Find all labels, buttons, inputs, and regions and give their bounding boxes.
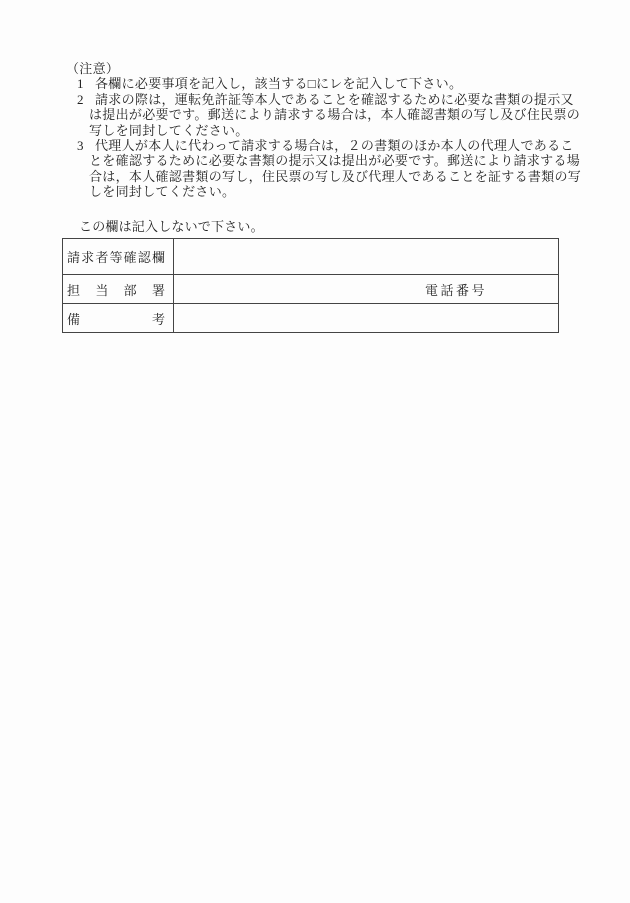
remarks-field bbox=[174, 304, 558, 332]
requester-confirmation-field bbox=[174, 239, 558, 274]
note-item-2-text-line-2: は提出が必要です。郵送により請求する場合は，本人確認書類の写し及び住民票の bbox=[89, 107, 581, 123]
note-item-3-text-line-1: 代理人が本人に代わって請求する場合は，２の書類のほか本人の代理人であるこ bbox=[95, 137, 574, 153]
note-item-3-continuation bbox=[0, 153, 630, 168]
row-label-cell bbox=[63, 304, 174, 332]
notes-heading: （注意） bbox=[66, 61, 120, 76]
note-item-3-text-line-2: とを確認するために必要な書類の提示又は提出が必要です。郵送により請求する場 bbox=[89, 153, 581, 169]
notes-section bbox=[0, 61, 630, 200]
note-item-2 bbox=[0, 92, 630, 107]
note-item-1 bbox=[0, 76, 630, 91]
note-item-2-text-line-1: 請求の際は，運転免許証等本人であることを確認するために必要な書類の提示又 bbox=[95, 91, 574, 107]
note-item-3-continuation bbox=[0, 169, 630, 184]
note-item-3-continuation bbox=[0, 184, 630, 199]
note-item-2-continuation bbox=[0, 123, 630, 138]
note-item-2-text-line-3: 写しを同封してください。 bbox=[89, 122, 249, 138]
office-use-note: この欄は記入しないで下さい。 bbox=[79, 219, 264, 234]
office-use-table bbox=[62, 238, 559, 333]
row-label-requester-confirmation: 請 求 者 等 確 認 欄 bbox=[67, 250, 165, 265]
row-label-department: 担 当 部 署 bbox=[67, 282, 165, 298]
row-label-cell bbox=[63, 239, 174, 274]
note-item-2-number: 2 bbox=[77, 91, 84, 107]
row-label-remarks: 備 考 bbox=[67, 311, 165, 327]
note-item-1-number: 1 bbox=[77, 76, 84, 92]
note-item-3-text-line-4: しを同封してください。 bbox=[89, 184, 236, 200]
row-label-cell bbox=[63, 275, 174, 303]
table-row-department bbox=[63, 274, 558, 303]
note-item-3 bbox=[0, 138, 630, 153]
table-row-remarks bbox=[63, 303, 558, 332]
note-item-1-text: 各欄に必要事項を記入し，該当する□にレを記入して下さい。 bbox=[95, 76, 463, 92]
note-item-3-number: 3 bbox=[77, 137, 84, 153]
note-item-3-text-line-3: 合は，本人確認書類の写し，住民票の写し及び代理人であることを証する書類の写 bbox=[89, 168, 582, 184]
department-field bbox=[174, 275, 558, 303]
phone-number-label: 電話番号 bbox=[425, 282, 488, 298]
notes-heading-line bbox=[0, 61, 630, 76]
table-row-requester-confirmation bbox=[63, 239, 558, 274]
note-item-2-continuation bbox=[0, 107, 630, 122]
